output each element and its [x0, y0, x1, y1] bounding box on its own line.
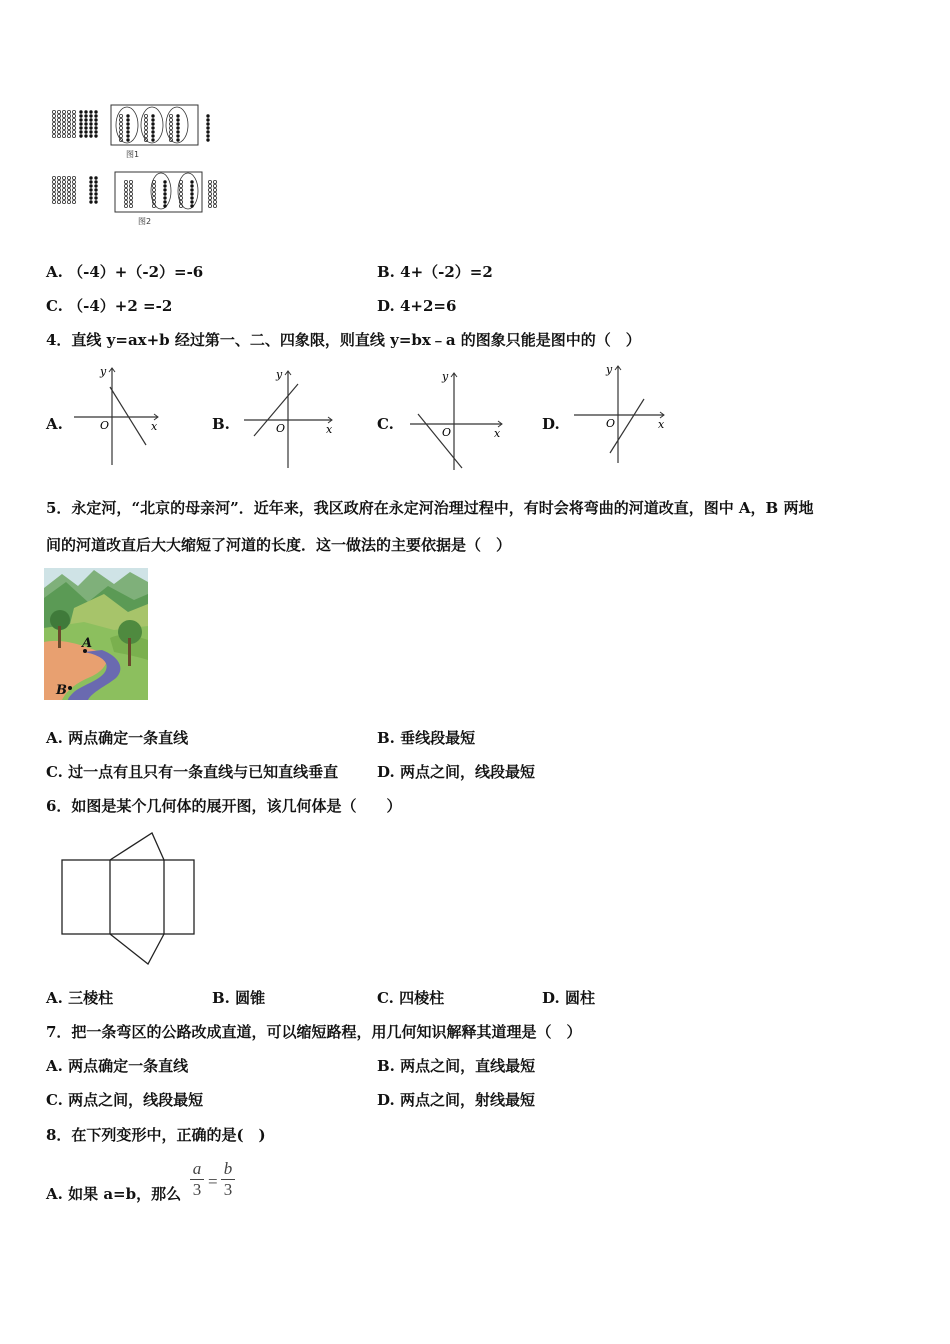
q7-stem: 7．把一条弯区的公路改成直道，可以缩短路程，用几何知识解释其道理是（ ）	[46, 1023, 582, 1041]
q8-option-a[interactable]	[46, 1184, 181, 1204]
option-letter: C.	[46, 763, 63, 781]
q5-stem-line2: 间的河道改直后大大缩短了河道的长度．这一做法的主要依据是（ ）	[46, 536, 512, 554]
q5-stem-line1: 5．永定河，“北京的母亲河”．近年来，我区政府在永定河治理过程中，有时会将弯曲的河道改直，图中 A，B 两地	[46, 499, 814, 517]
option-text: 4+（-2）=2	[400, 263, 493, 281]
option-text: 两点确定一条直线	[68, 1057, 189, 1075]
q6-option-a[interactable]	[46, 988, 113, 1008]
fraction-right-numerator: b	[223, 1159, 233, 1178]
y-axis-label: y	[276, 368, 283, 381]
option-letter: A.	[46, 1057, 63, 1075]
figure1-filled-counters	[79, 110, 97, 137]
option-text: 圆锥	[235, 989, 266, 1007]
option-letter: C.	[46, 1091, 63, 1109]
q4-graph-c	[406, 370, 506, 472]
option-letter: D.	[542, 989, 560, 1007]
q4-option-c[interactable]: C.	[377, 415, 394, 433]
q3-option-a[interactable]	[46, 262, 203, 282]
option-letter: B.	[377, 729, 395, 747]
point-b-label: B	[56, 683, 67, 698]
counting-rods-figure	[48, 100, 228, 230]
fraction-right-denominator: 3	[223, 1180, 233, 1199]
option-text: （-4）+（-2）=-6	[68, 263, 204, 281]
y-axis-label: y	[442, 370, 449, 383]
equals-sign: =	[208, 1172, 218, 1191]
q4-graph-a	[70, 365, 165, 470]
river-landscape-image	[44, 568, 148, 700]
option-letter: D.	[377, 763, 395, 781]
option-text: 如果 a=b，那么	[68, 1185, 182, 1203]
fraction-left-numerator: a	[192, 1159, 202, 1178]
origin-label: O	[100, 419, 110, 432]
y-axis-label: y	[100, 365, 107, 378]
option-text: 两点确定一条直线	[68, 729, 189, 747]
y-axis-label: y	[606, 363, 613, 376]
option-letter: A.	[46, 989, 63, 1007]
option-text: 两点之间，射线最短	[399, 1091, 535, 1109]
option-letter: B.	[377, 263, 395, 281]
x-axis-label: x	[326, 423, 333, 436]
option-text: 4+2=6	[399, 297, 457, 315]
fraction-left-denominator: 3	[192, 1180, 202, 1199]
q4-graph-b	[240, 368, 335, 470]
q5-option-a[interactable]	[46, 728, 188, 748]
q5-option-d[interactable]	[377, 762, 535, 782]
q6-option-d[interactable]	[542, 988, 595, 1008]
q4-option-d[interactable]: D.	[542, 415, 560, 433]
option-text: 圆柱	[564, 989, 595, 1007]
origin-label: O	[442, 426, 452, 439]
figure1-loose-counters	[52, 110, 75, 137]
option-letter: A.	[46, 263, 63, 281]
q5-option-b[interactable]	[377, 728, 475, 748]
q4-option-b[interactable]: B.	[212, 415, 230, 433]
x-axis-label: x	[658, 418, 665, 431]
origin-label: O	[276, 422, 286, 435]
option-letter: C.	[46, 297, 63, 315]
option-letter: B.	[377, 1057, 395, 1075]
q4-option-a[interactable]: A.	[46, 415, 63, 433]
fraction-left	[190, 1160, 204, 1199]
option-text: 过一点有且只有一条直线与已知直线垂直	[68, 763, 339, 781]
q4-stem: 4．直线 y=ax+b 经过第一、二、四象限，则直线 y=bx﹣a 的图象只能是图中的（ ）	[46, 331, 641, 349]
option-text: 两点之间，直线最短	[400, 1057, 536, 1075]
option-text: 四棱柱	[399, 989, 445, 1007]
option-letter: D.	[377, 297, 395, 315]
q6-stem: 6．如图是某个几何体的展开图，该几何体是（ ）	[46, 797, 402, 815]
q5-option-c[interactable]	[46, 762, 338, 782]
option-text: 垂线段最短	[400, 729, 476, 747]
figure2-box	[115, 172, 202, 212]
q3-option-b[interactable]	[377, 262, 493, 282]
q6-option-c[interactable]	[377, 988, 444, 1008]
x-axis-label: x	[151, 420, 158, 433]
point-b-marker	[68, 686, 72, 690]
option-letter: C.	[377, 989, 394, 1007]
q6-option-b[interactable]	[212, 988, 265, 1008]
q3-option-c[interactable]	[46, 296, 172, 316]
option-text: 两点之间，线段最短	[68, 1091, 204, 1109]
option-text: 两点之间，线段最短	[399, 763, 535, 781]
origin-label: O	[606, 417, 616, 430]
q7-option-a[interactable]	[46, 1056, 188, 1076]
q8-stem: 8．在下列变形中，正确的是( )	[46, 1126, 266, 1144]
figure1-box	[111, 105, 198, 145]
q4-graph-d	[572, 363, 672, 465]
prism-net-figure	[60, 830, 200, 970]
q3-option-d[interactable]	[377, 296, 456, 316]
q7-option-d[interactable]	[377, 1090, 535, 1110]
option-text: 三棱柱	[68, 989, 114, 1007]
option-letter: A.	[46, 1185, 63, 1203]
option-letter: D.	[377, 1091, 395, 1109]
option-letter: B.	[212, 989, 230, 1007]
q7-option-c[interactable]	[46, 1090, 203, 1110]
fraction-right	[221, 1160, 235, 1199]
option-letter: A.	[46, 729, 63, 747]
point-a-label: A	[82, 636, 93, 651]
figure1-caption: 图1	[126, 150, 140, 159]
option-text: （-4）+2 =-2	[68, 297, 173, 315]
figure2-caption: 图2	[138, 217, 152, 226]
x-axis-label: x	[494, 427, 501, 440]
q7-option-b[interactable]	[377, 1056, 535, 1076]
